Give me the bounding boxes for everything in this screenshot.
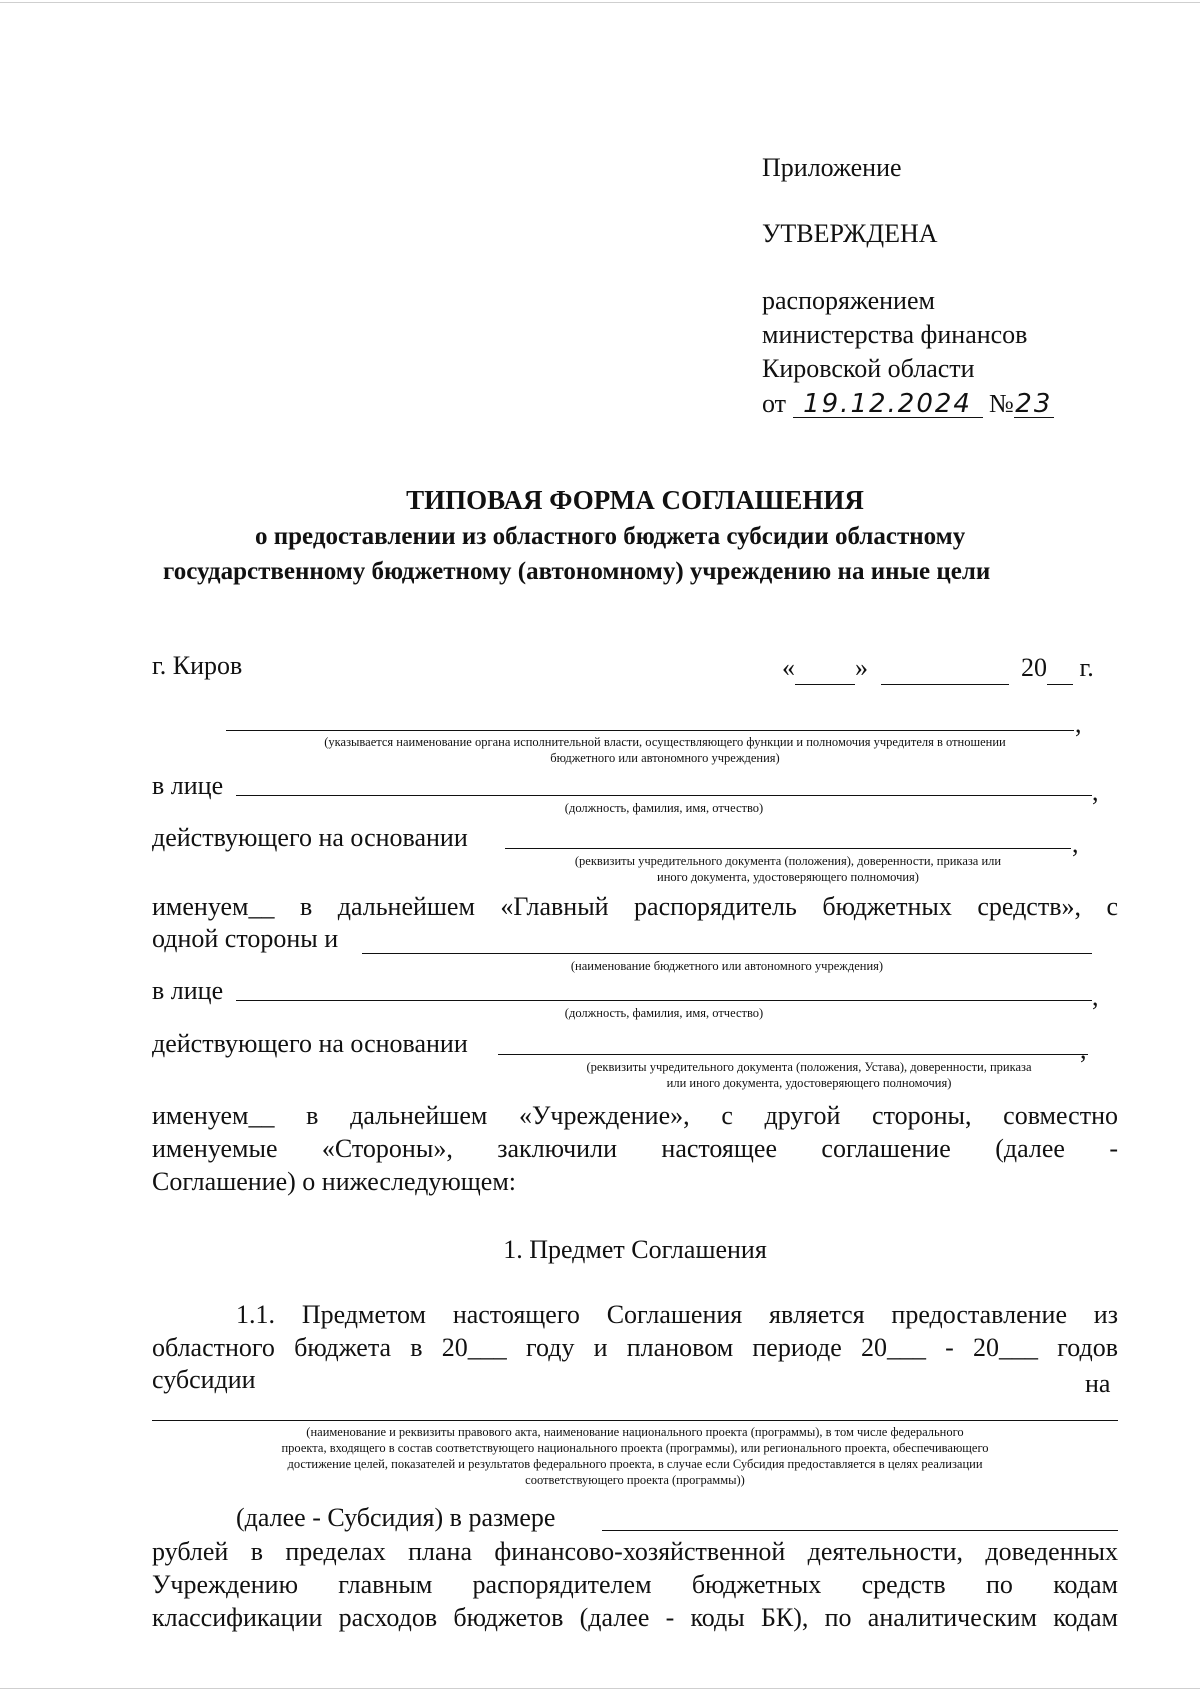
legal-act-hint: [152, 1424, 1118, 1488]
legal-act-blank[interactable]: [152, 1420, 1118, 1421]
order-date-row: [762, 388, 1054, 420]
quote-open: «: [782, 653, 795, 682]
act-hint-line-4: соответствующего проекта (программы)): [525, 1473, 745, 1487]
person-hint: (должность, фамилия, имя, отчество): [564, 801, 764, 815]
amount-label: (далее - Субсидия) в размере: [236, 1503, 556, 1532]
authority-hint: [200, 734, 1130, 766]
year-prefix: 20: [1021, 653, 1047, 682]
named-main-line: именуем__ в дальнейшем «Главный распорядитель бюджетных средств», с: [152, 892, 1118, 921]
acting-basis-label-2: действующего на основании: [152, 1029, 468, 1058]
institution-blank[interactable]: [362, 953, 1092, 954]
section-1-heading: 1. Предмет Соглашения: [503, 1235, 767, 1264]
clause-1-1-p2-line-3: классификации расходов бюджетов (далее - коды БК), по аналитическим кодам: [152, 1603, 1118, 1632]
month-blank[interactable]: [881, 652, 1009, 685]
amount-blank[interactable]: [602, 1530, 1118, 1531]
named-inst-line-1: именуем__ в дальнейшем «Учреждение», с другой стороны, совместно: [152, 1101, 1118, 1130]
comma: ,: [1092, 777, 1099, 806]
clause-1-1-p2-line-2: Учреждению главным распорядителем бюджетных средств по кодам: [152, 1570, 1118, 1599]
agreement-date-row: [782, 652, 1094, 685]
order-line-3: Кировской области: [762, 354, 975, 383]
authority-hint-line-2: бюджетного или автономного учреждения): [550, 751, 780, 765]
basis-hint-2: [500, 1059, 1118, 1091]
acting-basis-label: действующего на основании: [152, 823, 468, 852]
basis-hint-line-2: иного документа, удостоверяющего полномочия): [657, 870, 919, 884]
clause-1-1-line-2: областного бюджета в 20___ году и плановом периоде 20___ - 20___ годов: [152, 1333, 1118, 1362]
from-label: от: [762, 389, 787, 418]
person-blank[interactable]: [236, 795, 1092, 796]
basis-hint: [505, 853, 1071, 885]
quote-close: »: [855, 653, 868, 682]
city-label: г. Киров: [152, 651, 243, 680]
form-subtitle-1: о предоставлении из областного бюджета субсидии областному: [255, 523, 966, 550]
basis-hint2-line-1: (реквизиты учредительного документа (положения, Устава), доверенности, приказа: [586, 1060, 1032, 1074]
year-blank[interactable]: [1047, 652, 1073, 685]
institution-hint: (наименование бюджетного или автономного учреждения): [570, 959, 884, 973]
act-hint-line-1: (наименование и реквизиты правового акта, наименование национального проекта (программы), в том числе федерального: [306, 1425, 964, 1439]
in-person-label: в лице: [152, 771, 224, 800]
order-line-1: распоряжением: [762, 286, 935, 315]
in-person-label-2: в лице: [152, 976, 224, 1005]
appendix-label: Приложение: [762, 153, 902, 182]
named-inst-line-3: Соглашение) о нижеследующем:: [152, 1167, 517, 1196]
approved-label: УТВЕРЖДЕНА: [762, 219, 938, 248]
comma: ,: [1080, 1035, 1087, 1064]
authority-hint-line-1: (указывается наименование органа исполнительной власти, осуществляющего функции и полномочия учредителя в отношении: [324, 735, 1006, 749]
act-hint-line-3: достижение целей, показателей и результатов федерального проекта, в случае если Субсидия предоставляется в целях реализации: [287, 1457, 983, 1471]
comma: ,: [1075, 709, 1082, 738]
basis-hint-line-1: (реквизиты учредительного документа (положения), доверенности, приказа или: [574, 854, 1002, 868]
comma: ,: [1072, 829, 1079, 858]
basis-blank-2[interactable]: [498, 1054, 1088, 1055]
day-blank[interactable]: [795, 652, 855, 685]
person-hint-2: (должность, фамилия, имя, отчество): [564, 1006, 764, 1020]
basis-hint2-line-2: или иного документа, удостоверяющего полномочия): [666, 1076, 952, 1090]
person-blank-2[interactable]: [236, 1000, 1092, 1001]
form-subtitle-2: государственному бюджетному (автономному) учреждению на иные цели: [163, 558, 991, 585]
handwritten-number: 23: [1015, 389, 1053, 419]
handwritten-date: 19.12.2024: [793, 391, 983, 418]
form-title: ТИПОВАЯ ФОРМА СОГЛАШЕНИЯ: [406, 485, 864, 515]
one-side-label: одной стороны и: [152, 924, 339, 953]
clause-1-1-on: на: [1085, 1369, 1111, 1398]
clause-1-1-p2-line-1: рублей в пределах плана финансово-хозяйственной деятельности, доведенных: [152, 1537, 1118, 1566]
scan-edge-top: [0, 2, 1200, 3]
authority-blank[interactable]: [226, 730, 1074, 731]
act-hint-line-2: проекта, входящего в состав соответствующего национального проекта (программы), или регионального проекта, обеспечивающего: [281, 1441, 989, 1455]
scan-edge-bottom: [0, 1688, 1200, 1689]
clause-1-1-subsidy: субсидии: [152, 1365, 256, 1394]
clause-1-1-line-1: 1.1. Предметом настоящего Соглашения является предоставление из: [236, 1300, 1118, 1329]
basis-blank[interactable]: [505, 848, 1071, 849]
named-inst-line-2: именуемые «Стороны», заключили настоящее соглашение (далее -: [152, 1134, 1118, 1163]
year-suffix: г.: [1079, 653, 1094, 682]
number-label: №: [989, 389, 1014, 418]
order-line-2: министерства финансов: [762, 320, 1028, 349]
comma: ,: [1092, 982, 1099, 1011]
